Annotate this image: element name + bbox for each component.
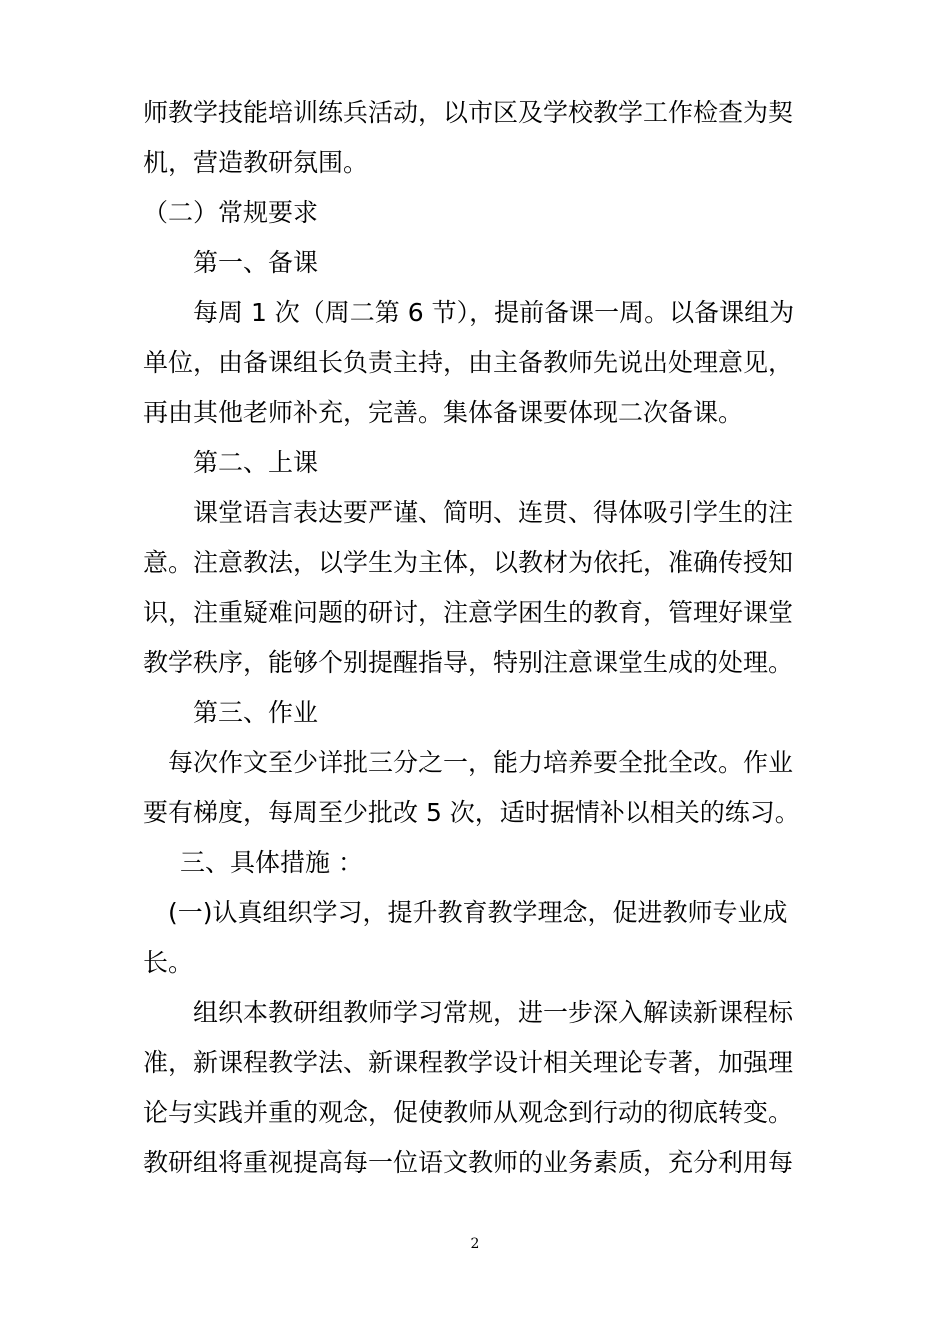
- text-line: 课堂语言表达要严谨、简明、连贯、得体吸引学生的注: [193, 498, 794, 527]
- page-number: 2: [470, 1236, 480, 1252]
- text-line: 长。: [143, 948, 194, 977]
- text-line: 每次作文至少详批三分之一，能力培养要全批全改。作业: [168, 748, 794, 777]
- text-line: 要有梯度，每周至少批改 5 次，适时据情补以相关的练习。: [143, 798, 800, 827]
- text-line: 教学秩序，能够个别提醒指导，特别注意课堂生成的处理。: [143, 648, 794, 677]
- section-heading: 三、具体措施 ：: [180, 848, 363, 877]
- text-line: 准，新课程教学法、新课程教学设计相关理论专著，加强理: [143, 1048, 794, 1077]
- text-line: 识，注重疑难问题的研讨，注意学困生的教育，管理好课堂: [143, 598, 794, 627]
- text-line: 再由其他老师补充，完善。集体备课要体现二次备课。: [143, 398, 744, 427]
- subsection-heading: 第三、作业: [193, 698, 319, 727]
- subsection-heading: 第一、备课: [193, 248, 319, 277]
- text-line: 论与实践并重的观念，促使教师从观念到行动的彻底转变。: [143, 1098, 794, 1127]
- text-line: 组织本教研组教师学习常规，进一步深入解读新课程标: [193, 998, 794, 1027]
- text-line: 机，营造教研氛围。: [143, 148, 369, 177]
- text-line: (一)认真组织学习，提升教育教学理念，促进教师专业成: [168, 898, 788, 927]
- text-line: 意。注意教法，以学生为主体，以教材为依托，准确传授知: [143, 548, 794, 577]
- text-line: 教研组将重视提高每一位语文教师的业务素质，充分利用每: [143, 1148, 794, 1177]
- section-heading: （二）常规要求: [143, 198, 319, 227]
- text-line: 师教学技能培训练兵活动，以市区及学校教学工作检查为契: [143, 98, 794, 127]
- subsection-heading: 第二、上课: [193, 448, 319, 477]
- text-line: 每周 1 次（周二第 6 节），提前备课一周。以备课组为: [193, 298, 795, 327]
- text-line: 单位，由备课组长负责主持，由主备教师先说出处理意见，: [143, 348, 794, 377]
